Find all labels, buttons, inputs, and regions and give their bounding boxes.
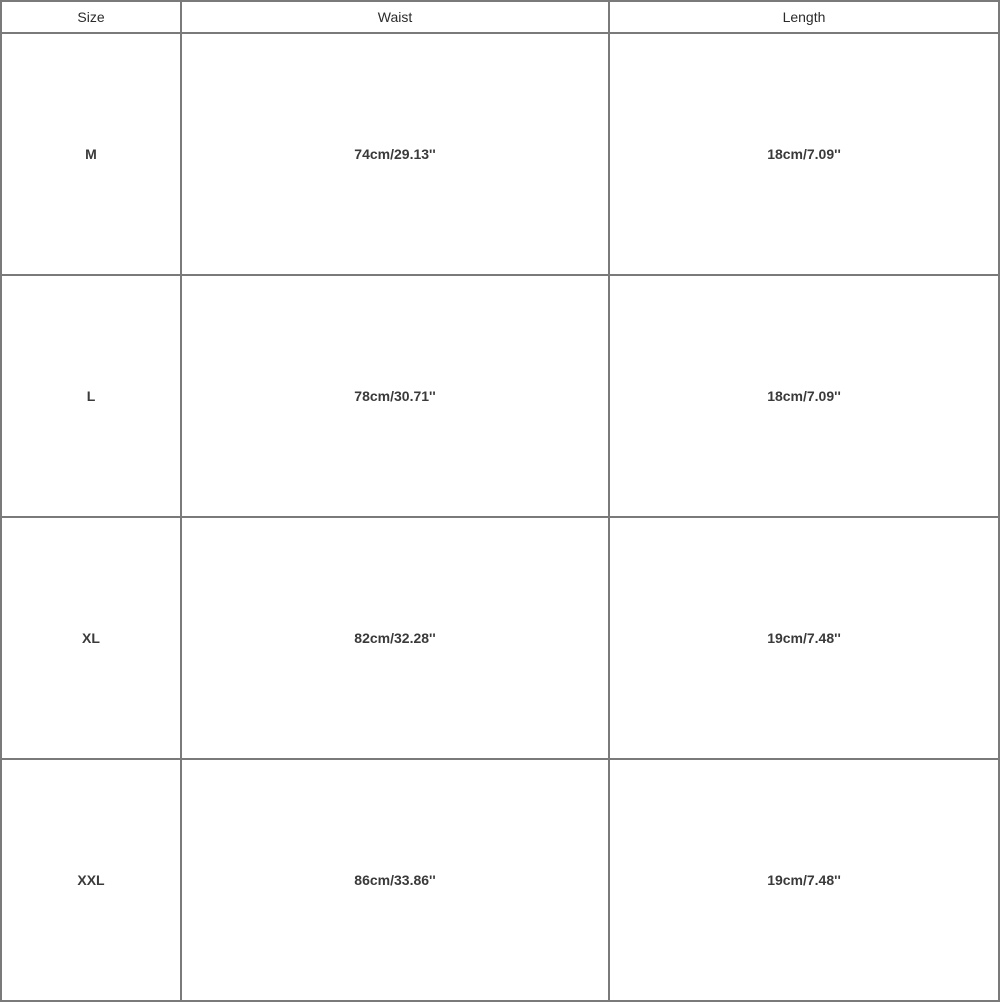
- size-cell: XL: [1, 517, 181, 759]
- length-cell: 18cm/7.09'': [609, 33, 999, 275]
- table-row: [1, 275, 999, 517]
- size-cell: XXL: [1, 759, 181, 1001]
- table-header-row: [1, 1, 999, 33]
- table-row: [1, 33, 999, 275]
- waist-cell: 78cm/30.71'': [181, 275, 609, 517]
- table-row: [1, 517, 999, 759]
- header-length: Length: [609, 1, 999, 33]
- length-cell: 18cm/7.09'': [609, 275, 999, 517]
- table-row: [1, 759, 999, 1001]
- waist-cell: 82cm/32.28'': [181, 517, 609, 759]
- waist-cell: 74cm/29.13'': [181, 33, 609, 275]
- size-cell: L: [1, 275, 181, 517]
- header-waist: Waist: [181, 1, 609, 33]
- size-cell: M: [1, 33, 181, 275]
- waist-cell: 86cm/33.86'': [181, 759, 609, 1001]
- length-cell: 19cm/7.48'': [609, 517, 999, 759]
- length-cell: 19cm/7.48'': [609, 759, 999, 1001]
- header-size: Size: [1, 1, 181, 33]
